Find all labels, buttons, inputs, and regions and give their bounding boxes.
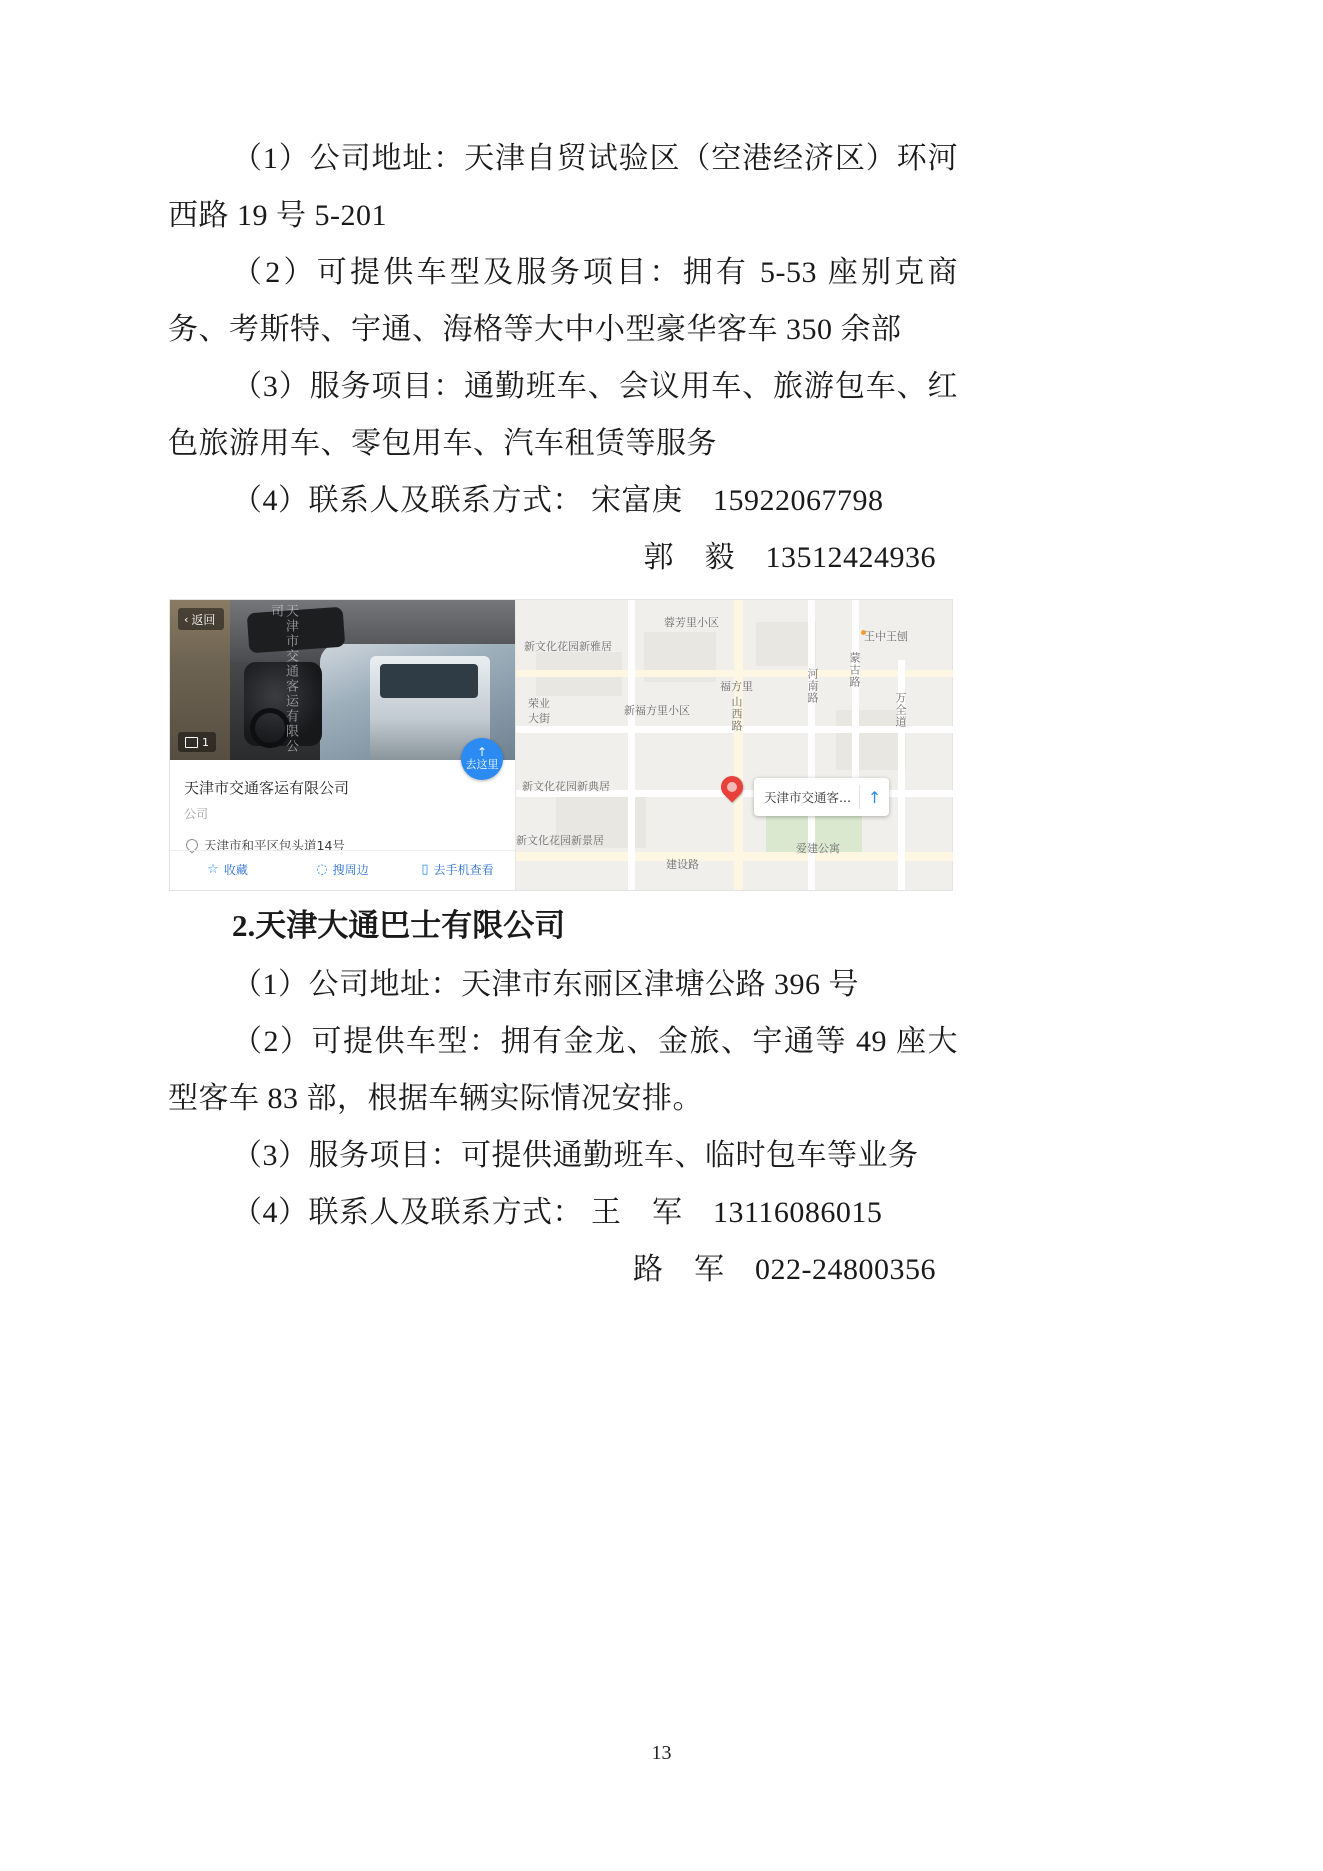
search-nearby-button[interactable]: [285, 861, 400, 878]
phone-icon: ▯: [421, 862, 429, 877]
search-nearby-label: 搜周边: [332, 863, 369, 877]
map-label: 山西路: [730, 696, 743, 732]
chevron-left-icon: ‹: [184, 612, 189, 626]
map-label: 福方里: [720, 680, 753, 693]
map-label: 新文化花园新景居: [516, 834, 604, 847]
map-label: 新文化花园新雅居: [524, 640, 612, 653]
photo-watermark: 天津市交通客运有限公司: [268, 604, 298, 754]
map-callout-text: 天津市交通客...: [764, 790, 851, 805]
map-label: 蓉芳里小区: [664, 616, 719, 629]
back-button[interactable]: [178, 608, 224, 630]
poi-card: [170, 600, 516, 890]
navigation-arrow-icon: ↑: [476, 745, 488, 759]
map-label: 王中王刨: [864, 630, 908, 643]
map-label: 蒙古路: [848, 652, 861, 688]
paragraph-vehicles-1: （2）可提供车型及服务项目：拥有 5-53 座别克商务、考斯特、宇通、海格等大中小型豪华客车 350 余部: [168, 256, 958, 346]
photo-count-badge[interactable]: [178, 732, 216, 752]
map-label: 建设路: [666, 858, 699, 871]
page-number: 13: [651, 1742, 672, 1764]
map-label: 新文化花园新典居: [522, 780, 610, 793]
paragraph-services-1: （3）服务项目：通勤班车、会议用车、旅游包车、红色旅游用车、零包用车、汽车租赁等服务: [168, 370, 958, 460]
paragraph-address-1: （1）公司地址：天津自贸试验区（空港经济区）环河西路 19 号 5-201: [168, 142, 958, 232]
poi-action-bar: [170, 850, 515, 878]
search-icon: ◌: [316, 862, 328, 877]
paragraph-address-2: （1）公司地址：天津市东丽区津塘公路 396 号: [232, 968, 859, 1001]
favorite-button[interactable]: [170, 861, 285, 878]
paragraph-contact-1: （4）联系人及联系方式： 宋富庚 15922067798: [232, 484, 884, 517]
map-road: [852, 600, 859, 800]
star-icon: ☆: [207, 862, 219, 877]
poi-address: 天津市和平区包头道14号: [204, 838, 345, 853]
section-heading-2: 2.天津大通巴士有限公司: [232, 908, 566, 943]
paragraph-contact-1b: 郭 毅 13512424936: [643, 541, 936, 574]
photo-bus-window: [380, 664, 478, 698]
paragraph-contact-2: （4）联系人及联系方式： 王 军 13116086015: [232, 1196, 883, 1229]
map-callout[interactable]: [754, 778, 889, 816]
poi-title: 天津市交通客运有限公司: [184, 779, 350, 797]
navigate-icon[interactable]: ↑: [867, 787, 882, 807]
map-road: [628, 600, 635, 890]
map-block: [756, 622, 816, 666]
map-label: 河南路: [806, 668, 819, 704]
map-label: 荣业大街: [528, 697, 550, 725]
map-panel[interactable]: [516, 600, 952, 890]
embedded-map-screenshot: [170, 600, 952, 890]
back-button-label: 返回: [191, 612, 216, 627]
favorite-label: 收藏: [223, 863, 248, 877]
image-icon: [185, 737, 198, 748]
photo-count-label: 1: [202, 735, 209, 749]
divider: [859, 785, 860, 809]
map-road: [734, 600, 743, 890]
poi-card-body: [170, 760, 515, 854]
open-on-phone-label: 去手机查看: [433, 863, 494, 877]
poi-photo[interactable]: [170, 600, 515, 771]
document-body: [168, 130, 958, 1298]
poi-category: 公司: [184, 807, 209, 821]
paragraph-vehicles-2: （2）可提供车型：拥有金龙、金旅、宇通等 49 座大型客车 83 部，根据车辆实际情况安排。: [168, 1025, 958, 1115]
map-label: 万全道: [894, 692, 907, 728]
paragraph-services-2: （3）服务项目：可提供通勤班车、临时包车等业务: [232, 1139, 919, 1172]
open-on-phone-button[interactable]: [400, 861, 515, 878]
map-label: 爱建公寓: [796, 842, 840, 855]
go-here-label: 去这里: [465, 758, 499, 771]
paragraph-contact-2b: 路 军 022-24800356: [633, 1253, 936, 1286]
go-here-button[interactable]: [461, 738, 503, 780]
map-label: 新福方里小区: [624, 704, 690, 717]
